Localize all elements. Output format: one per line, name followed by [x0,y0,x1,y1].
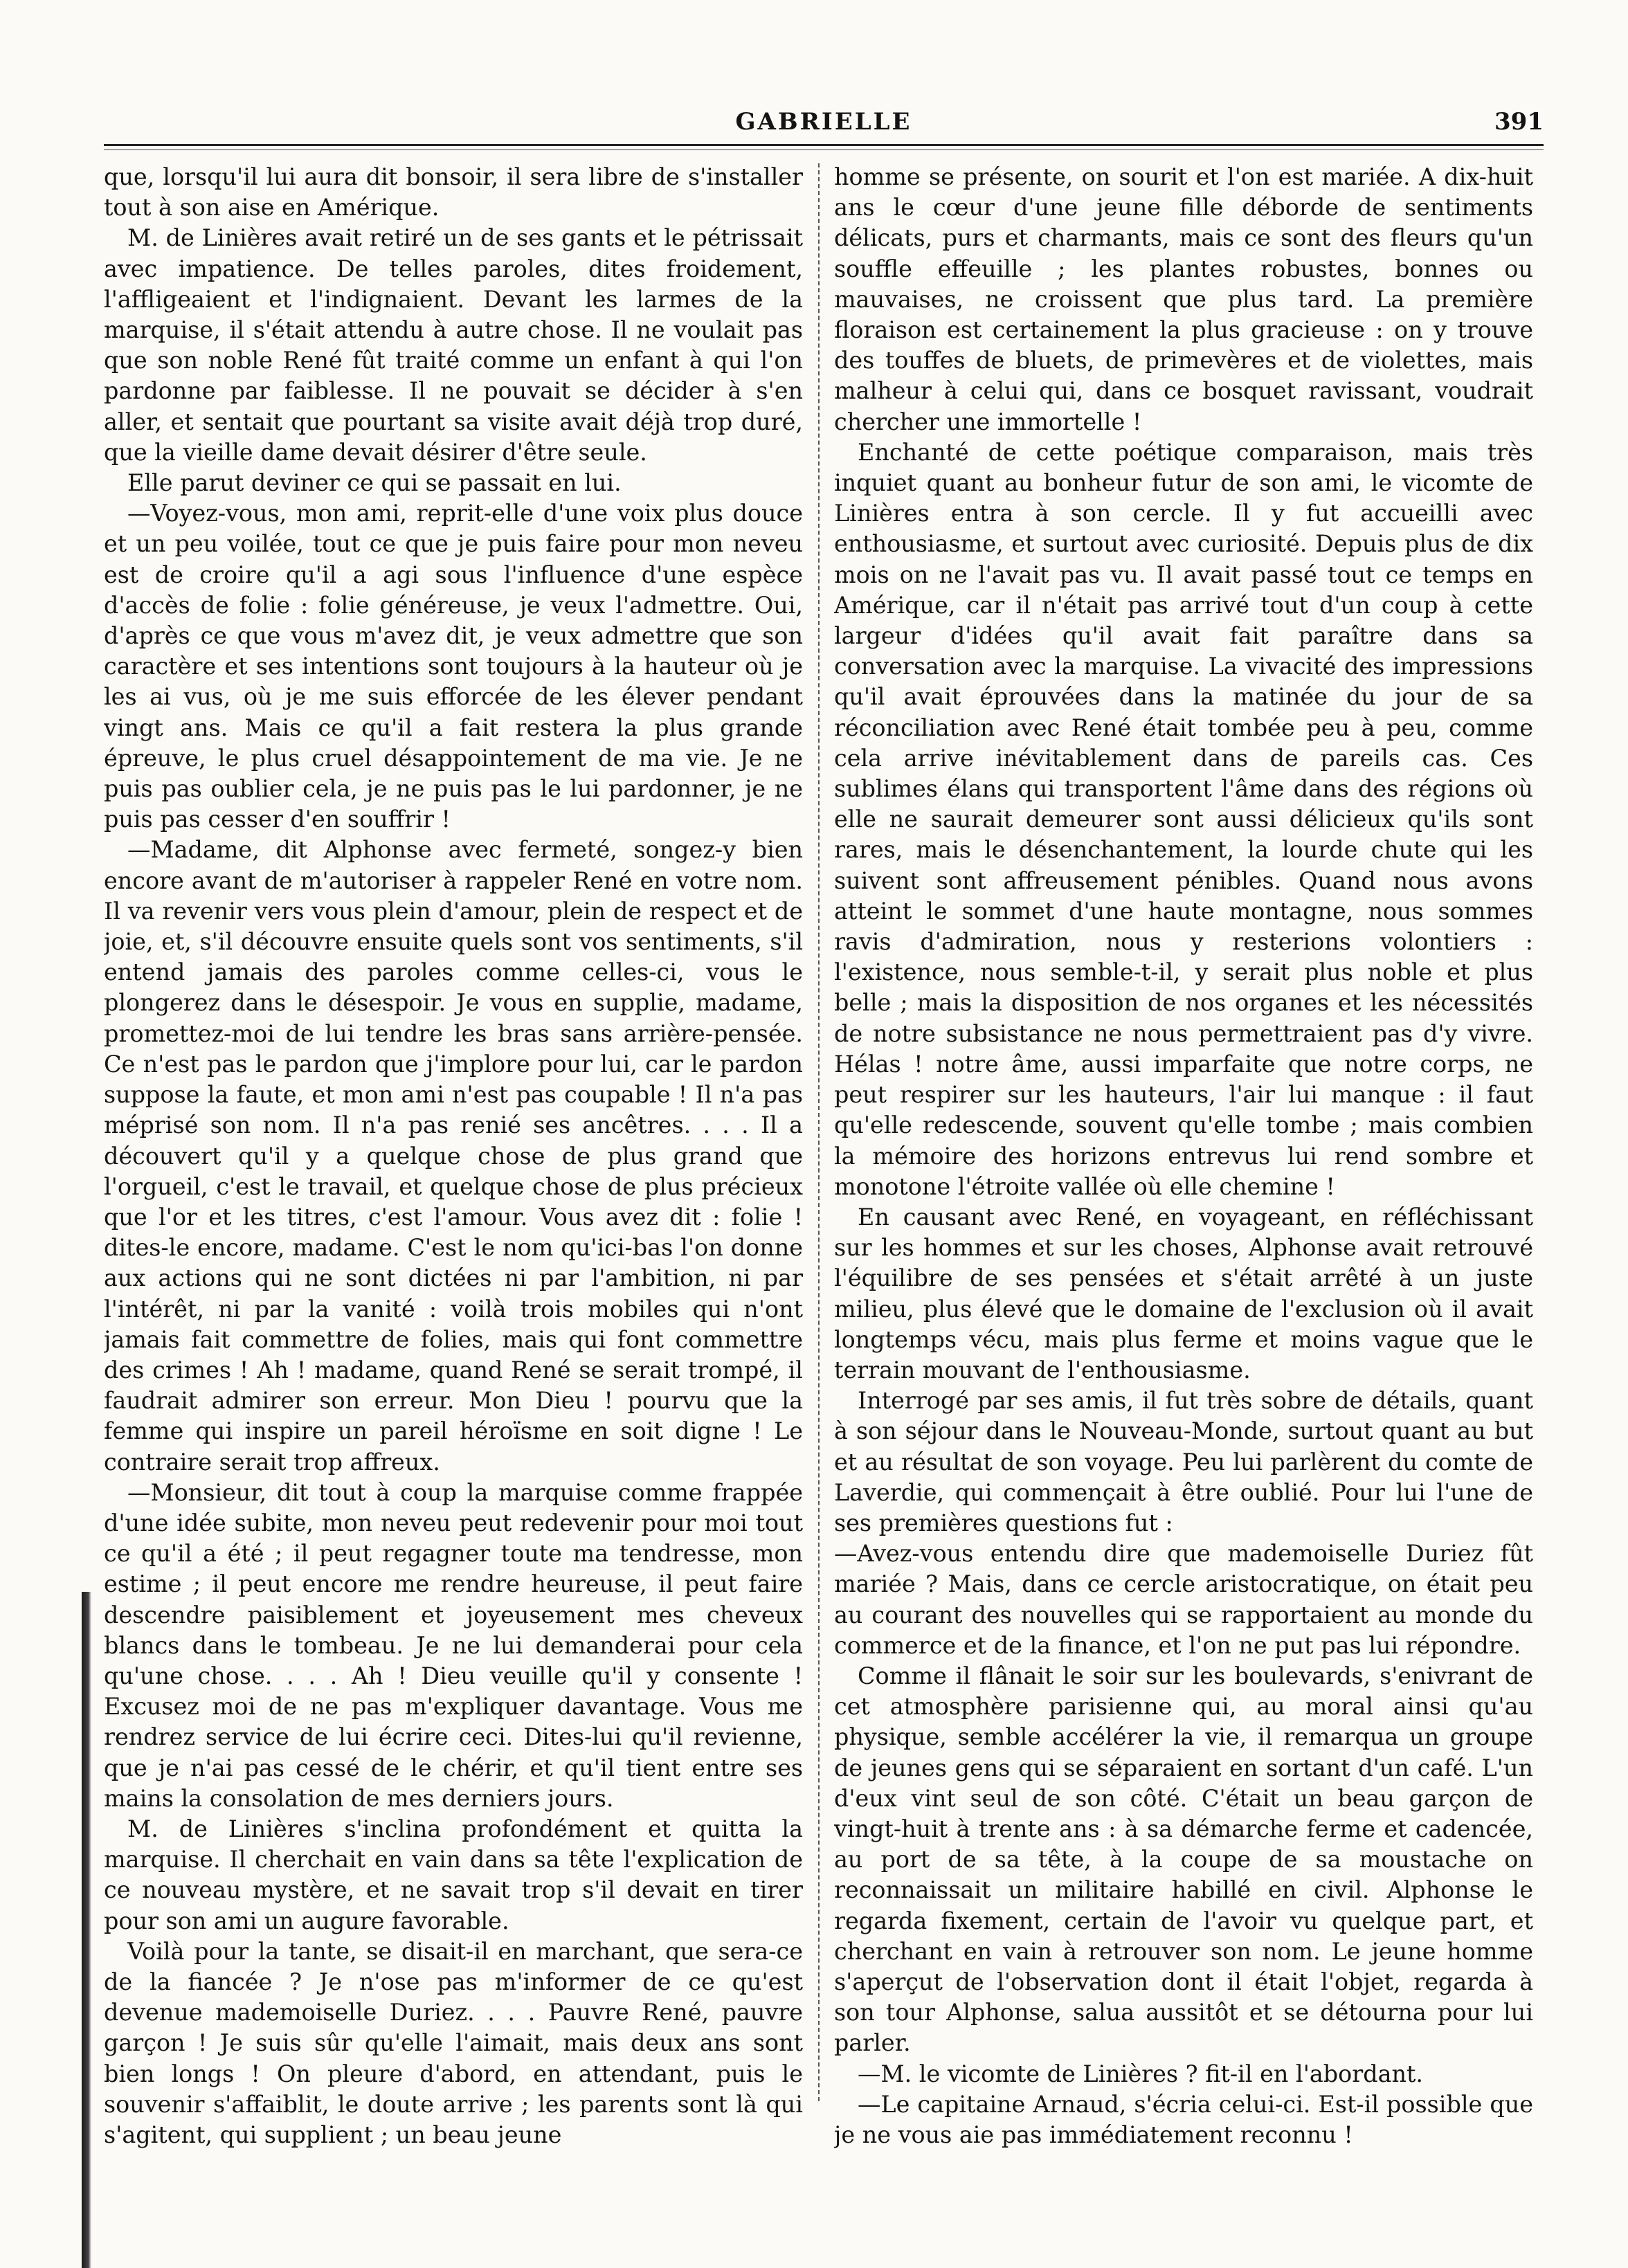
paragraph: —Avez-vous entendu dire que mademoiselle Duriez fût mariée ? Mais, dans ce cercle aristocratique, on était peu au courant des nouvelles qui se rapportaient au monde du commerce et de la finance, et l'on ne put pas lui répondre. [834,1540,1533,1659]
paragraph: Comme il flânait le soir sur les boulevards, s'enivrant de cet atmosphère parisienne qui, au moral ainsi qu'au physique, semble accélérer la vie, il remarqua un groupe de jeunes gens qui se séparaient en sortant d'un café. L'un d'eux vint seul de son côté. C'était un beau garçon de vingt-huit à trente ans : à sa démarche ferme et cadencée, au port de sa tête, à la coupe de sa moustache on reconnaissait un militaire habillé en civil. Alphonse le regarda fixement, certain de l'avoir vu quelque part, et cherchant en vain à retrouver son nom. Le jeune homme s'aperçut de l'observation dont il était l'objet, regarda à son tour Alphonse, salua aussitôt et se détourna pour lui parler. [834,1662,1533,2057]
paragraph: Elle parut deviner ce qui se passait en lui. [127,469,622,497]
paragraph: —Voyez-vous, mon ami, reprit-elle d'une voix plus douce et un peu voilée, tout ce que je puis faire pour mon neveu est de croire qu'il a agi sous l'influence d'une espèce d'accès de folie : folie généreuse, je veux l'admettre. Oui, d'après ce que vous m'avez dit, je veux admettre que son caractère et ses intentions sont toujours à la hauteur où je les ai vus, où je me suis efforcée de les élever pendant vingt ans. Mais ce qu'il a fait restera la plus grande épreuve, le plus cruel désappointement de ma vie. Je ne puis pas oublier cela, je ne puis pas le lui pardonner, je ne puis pas cesser d'en souffrir ! [104,500,803,833]
page-number: 391 [1494,108,1544,136]
header-rule [104,144,1544,146]
right-column [834,162,1533,2190]
paragraph: Voilà pour la tante, se disait-il en marchant, que sera-ce de la fiancée ? Je n'ose pas m'informer de ce qu'est devenue mademoiselle Duriez. . . . Pauvre René, pauvre garçon ! Je suis sûr qu'elle l'aimait, mais deux ans sont bien longs ! On pleure d'abord, en attendant, puis le souvenir s'affaiblit, le doute arrive ; les parents sont là qui s'agitent, qui supplient ; un beau jeune [104,1937,803,2148]
paragraph: En causant avec René, en voyageant, en réfléchissant sur les hommes et sur les choses, Alphonse avait retrouvé l'équilibre de ses pensées et s'était arrêté à un juste milieu, plus élevé que le domaine de l'exclusion où il avait longtemps vécu, mais plus ferme et moins vague que le terrain mouvant de l'enthousiasme. [834,1203,1533,1384]
column-divider [818,163,820,2101]
left-column [104,162,803,2190]
scan-edge-shadow [82,1592,91,2268]
paragraph: M. de Linières avait retiré un de ses gants et le pétrissait avec impatience. De telles paroles, dites froidement, l'affligeaient et l'indignaient. Devant les larmes de la marquise, il s'était attendu à autre chose. Il ne voulait pas que son noble René fût traité comme un enfant à qui l'on pardonne par faiblesse. Il ne pouvait se décider à s'en aller, et sentait que pourtant sa visite avait déjà trop duré, que la vieille dame devait désirer d'être seule. [104,224,803,466]
paragraph: —Le capitaine Arnaud, s'écria celui-ci. Est-il possible que je ne vous aie pas immédiatement reconnu ! [834,2090,1533,2148]
paragraph: M. de Linières s'inclina profondément et quitta la marquise. Il cherchait en vain dans sa tête l'explication de ce nouveau mystère, et ne savait trop s'il devait en tirer pour son ami un augure favorable. [104,1815,803,1934]
paragraph: homme se présente, on sourit et l'on est mariée. A dix-huit ans le cœur d'une jeune fille déborde de sentiments délicats, purs et charmants, mais ce sont des fleurs qu'un souffle effeuille ; les plantes robustes, bonnes ou mauvaises, ne croissent que plus tard. La première floraison est certainement la plus gracieuse : on y trouve des touffes de bluets, de primevères et de violettes, mais malheur à celui qui, dans ce bosquet ravissant, voudrait chercher une immortelle ! [834,163,1533,435]
paragraph: —Monsieur, dit tout à coup la marquise comme frappée d'une idée subite, mon neveu peut redevenir pour moi tout ce qu'il a été ; il peut regagner toute ma tendresse, mon estime ; il peut encore me rendre heureuse, il peut faire descendre paisiblement et joyeusement mes cheveux blancs dans le tombeau. Je ne lui demanderai pour cela qu'une chose. . . . Ah ! Dieu veuille qu'il y consente ! Excusez moi de ne pas m'expliquer davantage. Vous me rendrez service de lui écrire ceci. Dites-lui qu'il revienne, que je n'ai pas cessé de le chérir, et qu'il tient entre ses mains la consolation de mes derniers jours. [104,1478,803,1812]
paragraph: que, lorsqu'il lui aura dit bonsoir, il sera libre de s'installer tout à son aise en Amérique. [104,163,803,221]
paragraph: Interrogé par ses amis, il fut très sobre de détails, quant à son séjour dans le Nouveau-Monde, surtout quant au but et au résultat de son voyage. Peu lui parlèrent du comte de Laverdie, qui commençait à être oublié. Pour lui l'une de ses premières questions fut : [834,1387,1533,1536]
paragraph: —Madame, dit Alphonse avec fermeté, songez-y bien encore avant de m'autoriser à rappeler René en votre nom. Il va revenir vers vous plein d'amour, plein de respect et de joie, et, s'il découvre ensuite quels sont vos sentiments, s'il entend jamais des paroles comme celles-ci, vous le plongerez dans le désespoir. Je vous en supplie, madame, promettez-moi de lui tendre les bras sans arrière-pensée. Ce n'est pas le pardon que j'implore pour lui, car le pardon suppose la faute, et mon ami n'est pas coupable ! Il n'a pas méprisé son nom. Il n'a pas renié ses ancêtres. . . . Il a découvert qu'il y a quelque chose de plus grand que l'orgueil, c'est le travail, et quelque chose de plus précieux que l'or et les titres, c'est l'amour. Vous avez dit : folie ! dites-le encore, madame. C'est le nom qu'ici-bas l'on donne aux actions qui ne sont dictées ni par l'ambition, ni par l'intérêt, ni par la vanité : voilà trois mobiles qui n'ont jamais fait commettre de folies, mais qui font commettre des crimes ! Ah ! madame, quand René se serait trompé, il faudrait admirer son erreur. Mon Dieu ! pourvu que la femme qui inspire un pareil héroïsme en soit digne ! Le contraire serait trop affreux. [104,836,803,1476]
paragraph: Enchanté de cette poétique comparaison, mais très inquiet quant au bonheur futur de son ami, le vicomte de Linières entra à son cercle. Il y fut accueilli avec enthousiasme, et surtout avec curiosité. Depuis plus de dix mois on ne l'avait pas vu. Il avait passé tout ce temps en Amérique, car il n'était pas arrivé tout d'un coup à cette largeur d'idées qu'il avait fait paraître dans sa conversation avec la marquise. La vivacité des impressions qu'il avait éprouvées dans la matinée du jour de sa réconciliation avec René était tombée peu à peu, comme cela arrive inévitablement dans de pareils cas. Ces sublimes élans qui transportent l'âme dans des régions où elle ne saurait demeurer sont aussi délicieux qu'ils sont rares, mais le désenchantement, la lourde chute qui les suivent sont affreusement pénibles. Quand nous avons atteint le sommet d'une haute montagne, nous sommes ravis d'admiration, nous y resterions volontiers : l'existence, nous semble-t-il, y serait plus noble et plus belle ; mais la disposition de nos organes et les nécessités de notre subsistance ne nous permettraient pas d'y vivre. Hélas ! notre âme, aussi imparfaite que notre corps, ne peut respirer sur les hauteurs, l'air lui manque : il faut qu'elle redescende, souvent qu'elle tombe ; mais combien la mémoire des horizons entrevus lui rend sombre et monotone l'étroite vallée où elle chemine ! [834,438,1533,1200]
paragraph: —M. le vicomte de Linières ? fit-il en l'abordant. [858,2060,1424,2087]
running-title: GABRIELLE [735,108,912,136]
header-rule-thin [104,149,1544,150]
